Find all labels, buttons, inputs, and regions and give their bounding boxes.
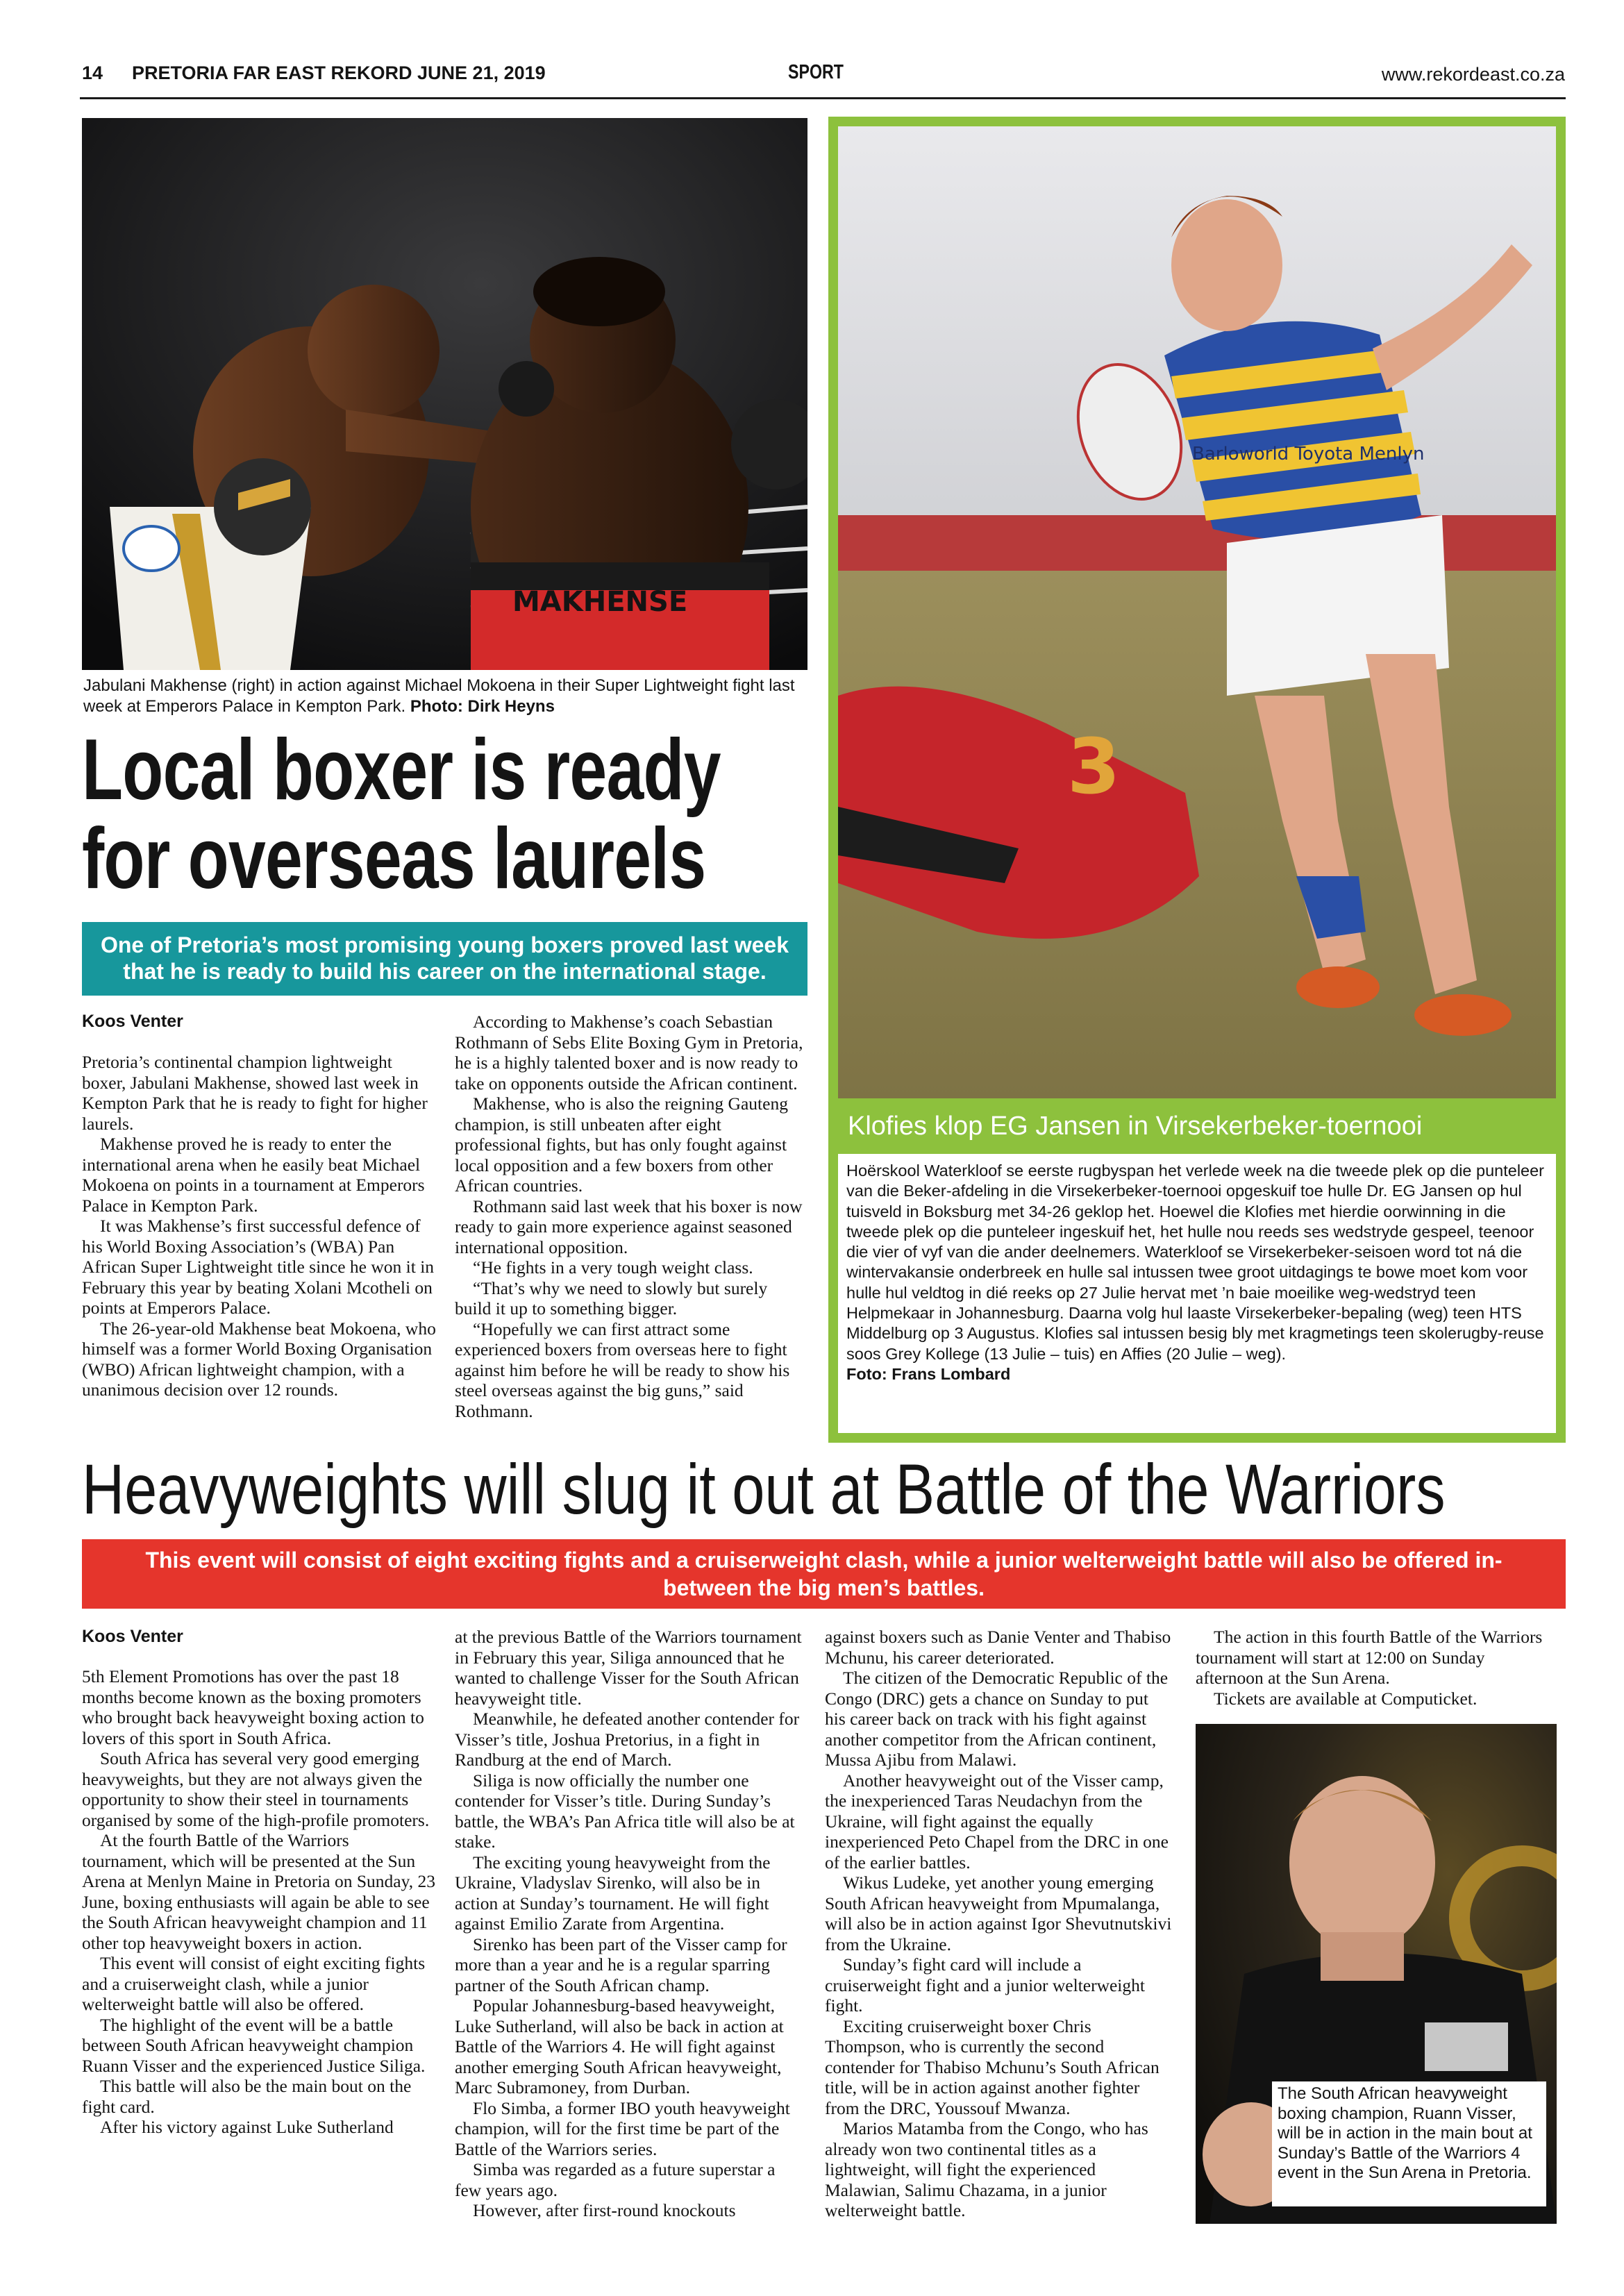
boxing-teaser: One of Pretoria’s most promising young boxers proved last week that he is ready to build his career on the international stage. bbox=[82, 922, 807, 996]
warriors-column-3 bbox=[825, 1627, 1173, 2221]
warriors-col3-para: against boxers such as Danie Venter and Thabiso Mchunu, his career deteriorated. bbox=[825, 1627, 1171, 1668]
warriors-col2-para: Popular Johannesburg-based heavyweight, Luke Sutherland, will also be back in action at Battle of the Warriors 4. He will fight against another emerging South African heavyweight, Marc Subramoney, from Durban. bbox=[455, 1995, 784, 2097]
warriors-headline: Heavyweights will slug it out at Battle of the Warriors bbox=[82, 1450, 1446, 1529]
rugby-photo-illustration bbox=[838, 126, 1556, 1098]
boxing-byline: Koos Venter bbox=[82, 1012, 183, 1031]
boxing-col2-para: “He fights in a very tough weight class. bbox=[473, 1257, 753, 1277]
website-link[interactable]: www.rekordeast.co.za bbox=[1381, 64, 1565, 85]
warriors-col1-para: South Africa has several very good emerging heavyweights, but they are not always given the opportunity to show their steel in tournaments organised by some of the high-profile promoters. bbox=[82, 1748, 430, 1830]
boxing-photo-credit: Photo: Dirk Heyns bbox=[410, 697, 555, 716]
warriors-col2-para: The exciting young heavyweight from the Ukraine, Vladyslav Sirenko, will also be in action at Sunday’s tournament. He will fight against Emilio Zarate from Argentina. bbox=[455, 1852, 771, 1934]
warriors-col4-para: The action in this fourth Battle of the Warriors tournament will start at 12:00 on Sunday afternoon at the Sun Arena. bbox=[1196, 1627, 1543, 1688]
warriors-col3-para: The citizen of the Democratic Republic of the Congo (DRC) gets a chance on Sunday to put his career back on track with his fight against another competitor from the African continent, Mussa Ajibu from Malawi. bbox=[825, 1668, 1169, 1770]
rugby-body-text: Hoërskool Waterkloof se eerste rugbyspan het verlede week na die tweede plek op die punteleer van die Beker-afdeling in die Virsekerbeker-toernooi opgeskuif toe hulle Dr. EG Jansen op hul tuisveld in Boksburg met 34-26 geklop het. Hoewel die Klofies met hierdie oorwinning in die tweede plek op die punteleer ingeskuif het, het hulle nou reeds ses wedstryde gespeel, teenoor die vier of vyf van die ander deelnemers. Waterkloof se Virsekerbeker-seisoen word tot ná die wintervakansie onderbreek en hulle sal intussen twee groot uitdagings te bowe moet kom voor hulle hul veldtog in dié reeks op 27 Julie hervat met ’n baie moeilike weg-wedstryd teen Helpmekaar in Johannesburg. Daarna volg hul laaste Virsekerbeker-bepaling (weg) teen HTS Middelburg op 3 Augustus. Klofies sal intussen besig bly met kragmetings teen skolerugby-reuse soos Grey Kollege (13 Julie – tuis) en Affies (20 Julie – weg). bbox=[846, 1162, 1545, 1363]
boxing-col2-para: Rothmann said last week that his boxer is now ready to gain more experience against seasoned international opposition. bbox=[455, 1196, 803, 1257]
boxing-headline-line1: Local boxer is ready bbox=[82, 722, 721, 818]
boxing-column-2 bbox=[455, 1012, 807, 1421]
trunks-lettering: MAKHENSE bbox=[512, 586, 688, 618]
warriors-col3-para: Sunday’s fight card will include a cruiserweight fight and a junior welterweight fight. bbox=[825, 1954, 1145, 2016]
rugby-title-bar bbox=[838, 1098, 1556, 1154]
boxing-headline-line2: for overseas laurels bbox=[82, 811, 706, 907]
svg-text:3: 3 bbox=[1067, 722, 1121, 811]
warriors-col3-para: Wikus Ludeke, yet another young emerging South African heavyweight from Mpumalanga, will also be in action against Igor Shevutnutskivi from the Ukraine. bbox=[825, 1872, 1172, 1954]
masthead-rule bbox=[80, 97, 1566, 99]
boxing-headline bbox=[82, 722, 721, 907]
warriors-col2-para: Meanwhile, he defeated another contender for Visser’s title, Joshua Pretorius, in a fight in Randburg at the end of March. bbox=[455, 1709, 800, 1770]
rugby-body bbox=[838, 1154, 1556, 1433]
boxing-col1-para: It was Makhense’s first successful defence of his World Boxing Association’s (WBA) Pan African Super Lightweight title since he won it in February this year by beating Xolani Mcotheli on points at Emperors Palace. bbox=[82, 1216, 435, 1318]
section-label: SPORT bbox=[788, 61, 844, 83]
rugby-box bbox=[828, 117, 1566, 1443]
rugby-photo-credit: Foto: Frans Lombard bbox=[846, 1364, 1011, 1383]
boxing-col2-para: Makhense, who is also the reigning Gauteng champion, is still unbeaten after eight professional fights, but has only fought against local opposition and a few boxers from other African countries. bbox=[455, 1093, 788, 1196]
warriors-col2-para: However, after first-round knockouts bbox=[473, 2200, 736, 2220]
boxing-caption-text: Jabulani Makhense (right) in action against Michael Mokoena in their Super Lightweight fight last week at Emperors Palace in Kempton Park. bbox=[83, 676, 795, 716]
warriors-col2-para: Flo Simba, a former IBO youth heavyweight champion, will for the first time be part of the Battle of the Warriors series. bbox=[455, 2097, 790, 2159]
warriors-col1-para: This event will consist of eight exciting fights and a cruiserweight clash, while a junior welterweight battle will also be offered. bbox=[82, 1953, 426, 2014]
boxing-photo-illustration bbox=[82, 118, 807, 670]
boxing-col2-para: According to Makhense’s coach Sebastian Rothmann of Sebs Elite Boxing Gym in Pretoria, he is a highly talented boxer and is now ready to take on opponents outside the African continent. bbox=[455, 1012, 803, 1093]
boxing-column-1 bbox=[82, 1052, 436, 1400]
warriors-col1-para: This battle will also be the main bout on the fight card. bbox=[82, 2076, 412, 2117]
boxing-photo bbox=[82, 118, 807, 670]
jersey-sponsor: Barloworld Toyota Menlyn bbox=[1192, 444, 1425, 464]
warriors-col3-para: Exciting cruiserweight boxer Chris Thompson, who is currently the second contender for Thabiso Mchunu’s South African title, will be in action against another fighter from the DRC, Youssouf Mwanza. bbox=[825, 2016, 1160, 2118]
warriors-col4-para: Tickets are available at Computicket. bbox=[1214, 1688, 1477, 1709]
boxing-col1-para: Pretoria’s continental champion lightweight boxer, Jabulani Makhense, showed last week in Kempton Park that he is ready to fight for higher laurels. bbox=[82, 1052, 428, 1134]
publication-line: PRETORIA FAR EAST REKORD JUNE 21, 2019 bbox=[132, 62, 546, 83]
boxing-col2-para: “That’s why we need to slowly but surely build it up to something bigger. bbox=[455, 1277, 768, 1318]
warriors-col3-para: Another heavyweight out of the Visser camp, the inexperienced Taras Neudachyn from the Ukraine, will fight against the equally inexperienced Peto Chapel from the DRC in one of the earlier battles. bbox=[825, 1770, 1169, 1872]
warriors-col2-para: Sirenko has been part of the Visser camp for more than a year and he is a regular sparring partner of the South African champ. bbox=[455, 1934, 787, 1995]
warriors-col1-para: After his victory against Luke Sutherland bbox=[100, 2117, 394, 2137]
warriors-column-2 bbox=[455, 1627, 805, 2221]
boxing-photo-caption bbox=[83, 676, 809, 717]
boxing-col1-para: The 26-year-old Makhense beat Mokoena, who himself was a former World Boxing Organisation (WBO) African lightweight champion, with a unanimous decision over 12 rounds. bbox=[82, 1318, 436, 1400]
warriors-teaser: This event will consist of eight exciting fights and a cruiserweight clash, while a junior welterweight battle will also be offered in-between the big men’s battles. bbox=[82, 1539, 1566, 1609]
warriors-col1-para: The highlight of the event will be a battle between South African heavyweight champion Ruann Visser and the experienced Justice Siliga. bbox=[82, 2014, 426, 2076]
warriors-col2-para: Siliga is now officially the number one contender for Visser’s title. During Sunday’s battle, the WBA’s Pan Africa title will also be at stake. bbox=[455, 1770, 795, 1852]
visser-photo-caption: The South African heavyweight boxing champion, Ruann Visser, will be in action in the main bout at Sunday’s Battle of the Warriors 4 event in the Sun Arena in Pretoria. bbox=[1272, 2081, 1546, 2206]
page-number: 14 bbox=[82, 62, 103, 83]
visser-photo bbox=[1196, 1724, 1557, 2224]
warriors-col2-para: Simba was regarded as a future superstar a few years ago. bbox=[455, 2159, 776, 2200]
boxing-col2-para: “Hopefully we can first attract some experienced boxers from overseas here to fight against him before he will be ready to show his steel overseas against the big guns,” said Rothmann. bbox=[455, 1318, 790, 1421]
warriors-column-4 bbox=[1196, 1627, 1543, 1709]
rugby-title: Klofies klop EG Jansen in Virsekerbeker-toernooi bbox=[848, 1111, 1423, 1141]
warriors-col3-para: Marios Matamba from the Congo, who has already won two continental titles as a lightweight, will fight the experienced Malawian, Salimu Chazama, in a junior welterweight battle. bbox=[825, 2118, 1148, 2220]
warriors-col1-para: 5th Element Promotions has over the past 18 months become known as the boxing promoters who brought back heavyweight boxing action to lovers of this sport in South Africa. bbox=[82, 1666, 424, 1748]
warriors-column-1 bbox=[82, 1666, 436, 2138]
warriors-col1-para: At the fourth Battle of the Warriors tournament, which will be presented at the Sun Arena at Menlyn Maine in Pretoria on Sunday, 23 June, boxing enthusiasts will again be able to see the South African heavyweight champion and 11 other top heavyweight boxers in action. bbox=[82, 1830, 435, 1953]
boxing-col1-para: Makhense proved he is ready to enter the international arena when he easily beat Michael Mokoena on points in a tournament at Emperors Palace in Kempton Park. bbox=[82, 1134, 425, 1216]
warriors-byline: Koos Venter bbox=[82, 1627, 183, 1646]
rugby-photo bbox=[838, 126, 1556, 1098]
warriors-col2-para: at the previous Battle of the Warriors tournament in February this year, Siliga announced that he wanted to challenge Visser for the South African heavyweight title. bbox=[455, 1627, 802, 1709]
